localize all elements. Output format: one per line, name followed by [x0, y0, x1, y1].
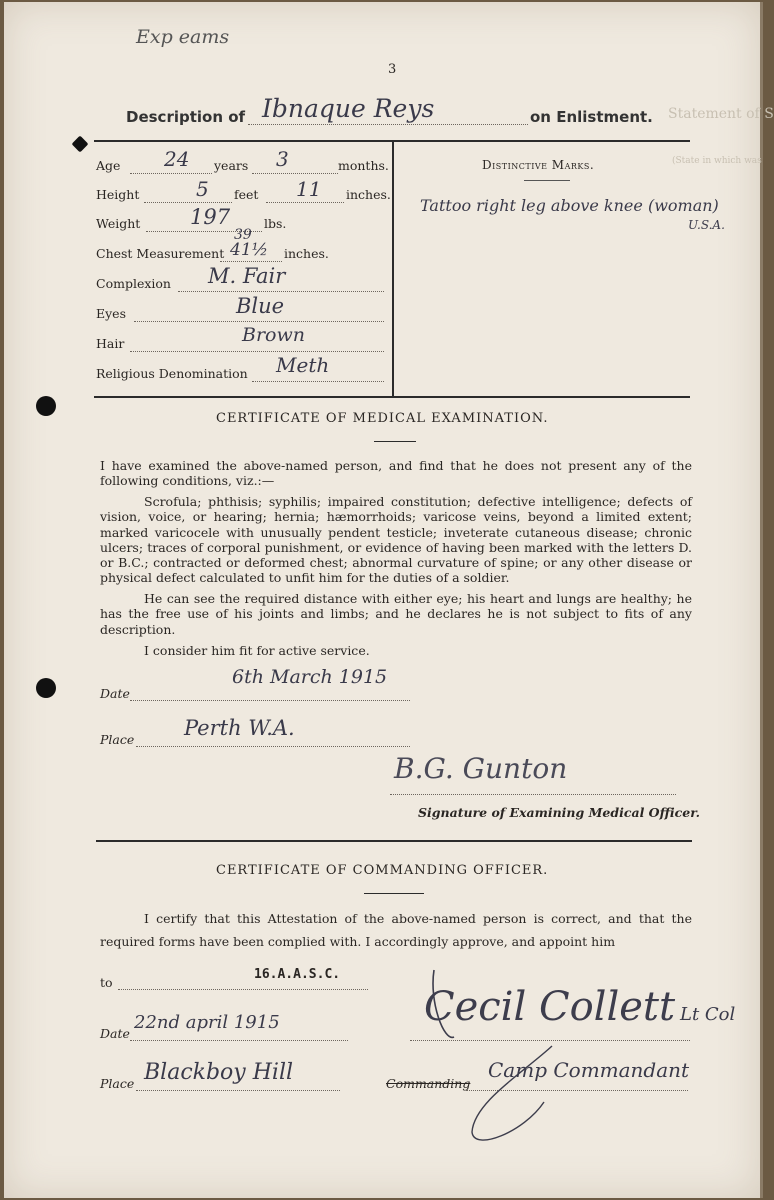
medical-place-value: Perth W.A. [184, 716, 295, 740]
height-label: Height [96, 187, 140, 202]
age-years-value: 24 [164, 147, 190, 171]
corner-note: Exp eams [136, 26, 230, 48]
commanding-date-label: Date [100, 1026, 130, 1041]
role-value: Camp Commandant [488, 1058, 690, 1082]
chest-value-top: 39 [234, 227, 252, 243]
height-feet-value: 5 [196, 177, 209, 201]
eyes-value: Blue [236, 294, 285, 318]
fit-statement: I consider him fit for active service. [144, 643, 370, 658]
height-inches-value: 11 [296, 177, 322, 201]
role-struck: Commanding [386, 1076, 471, 1091]
medical-officer-signature: B.G. Gunton [394, 752, 568, 785]
medical-signature-label: Signature of Examining Medical Officer. [418, 805, 701, 820]
punch-hole-top [36, 396, 56, 416]
religion-value: Meth [276, 353, 330, 377]
commanding-certificate-title: CERTIFICATE OF COMMANDING OFFICER. [216, 863, 549, 878]
faint-heading-right: Statement of S [668, 106, 774, 122]
complexion-value: M. Fair [208, 264, 286, 288]
age-label: Age [96, 158, 121, 173]
distinctive-marks-title: Distinctive Marks. [482, 158, 595, 172]
weight-label: Weight [96, 216, 141, 231]
age-years-label: years [214, 158, 249, 173]
medical-para-1: I have examined the above-named person, and find that he does not present any of the following conditions, viz.:— [100, 458, 692, 489]
height-feet-label: feet [234, 187, 259, 202]
appoint-to-label: to [100, 975, 113, 990]
chest-label: Chest Measurement [96, 246, 225, 261]
attestation-page [4, 2, 774, 1198]
small-hole [72, 136, 89, 153]
page-number: 3 [388, 62, 397, 77]
section-divider [96, 840, 692, 842]
commanding-signature-suffix: Lt Col [680, 1004, 736, 1025]
age-months-label: months. [338, 158, 389, 173]
eyes-label: Eyes [96, 306, 126, 321]
commanding-para: I certify that this Attestation of the above-named person is correct, and that the required forms have been complied with. I accordingly approve, and appoint him [100, 911, 692, 949]
table-column-divider [392, 142, 394, 397]
complexion-label: Complexion [96, 276, 171, 291]
chest-unit: inches. [284, 246, 329, 261]
description-suffix: on Enlistment. [530, 108, 653, 126]
weight-unit: lbs. [264, 216, 287, 231]
medical-para-3: He can see the required distance with either eye; his heart and lungs are healthy; he has the free use of his joints and limbs; and he declares he is not subject to fits of any description. [100, 591, 692, 637]
religion-label: Religious Denomination [96, 366, 248, 381]
hair-value: Brown [242, 324, 305, 346]
weight-value: 197 [190, 205, 231, 229]
age-months-value: 3 [276, 147, 289, 171]
height-inches-label: inches. [346, 187, 391, 202]
medical-certificate-title: CERTIFICATE OF MEDICAL EXAMINATION. [216, 411, 549, 426]
medical-para-2: Scrofula; phthisis; syphilis; impaired constitution; defective intelligence; defects of vision, voice, or hearing; hernia; hæmorrhoids; varicose veins, beyond a limited extent; marked varicocele with unusually pendent testicle; inveterate cutaneous disease; chronic ulcers; traces of corporal punishment, or evidence of having been marked with the letters D. or B.C.; contracted or deformed chest; abnormal curvature of spine; or any other disease or physical defect calculated to unfit him for the duties of a soldier. [100, 494, 692, 586]
commanding-officer-signature: Cecil Collett [424, 984, 676, 1030]
description-prefix: Description of [126, 108, 246, 126]
punch-hole-bottom [36, 678, 56, 698]
distinctive-marks-value-2: U.S.A. [688, 218, 725, 232]
appoint-to-value: 16.A.A.S.C. [254, 967, 341, 982]
chest-value: 41½ [230, 240, 269, 260]
description-name: Ibnaque Reys [262, 94, 435, 123]
distinctive-marks-value: Tattoo right leg above knee (woman) [420, 196, 719, 215]
medical-date-label: Date [100, 686, 130, 701]
commanding-date-value: 22nd april 1915 [134, 1012, 280, 1033]
faint-subheading-right: (State in which was [672, 156, 762, 166]
hair-label: Hair [96, 336, 125, 351]
commanding-place-value: Blackboy Hill [144, 1060, 294, 1085]
commanding-place-label: Place [100, 1076, 135, 1091]
medical-place-label: Place [100, 732, 135, 747]
table-bottom-rule [94, 396, 690, 398]
medical-date-value: 6th March 1915 [232, 666, 388, 688]
